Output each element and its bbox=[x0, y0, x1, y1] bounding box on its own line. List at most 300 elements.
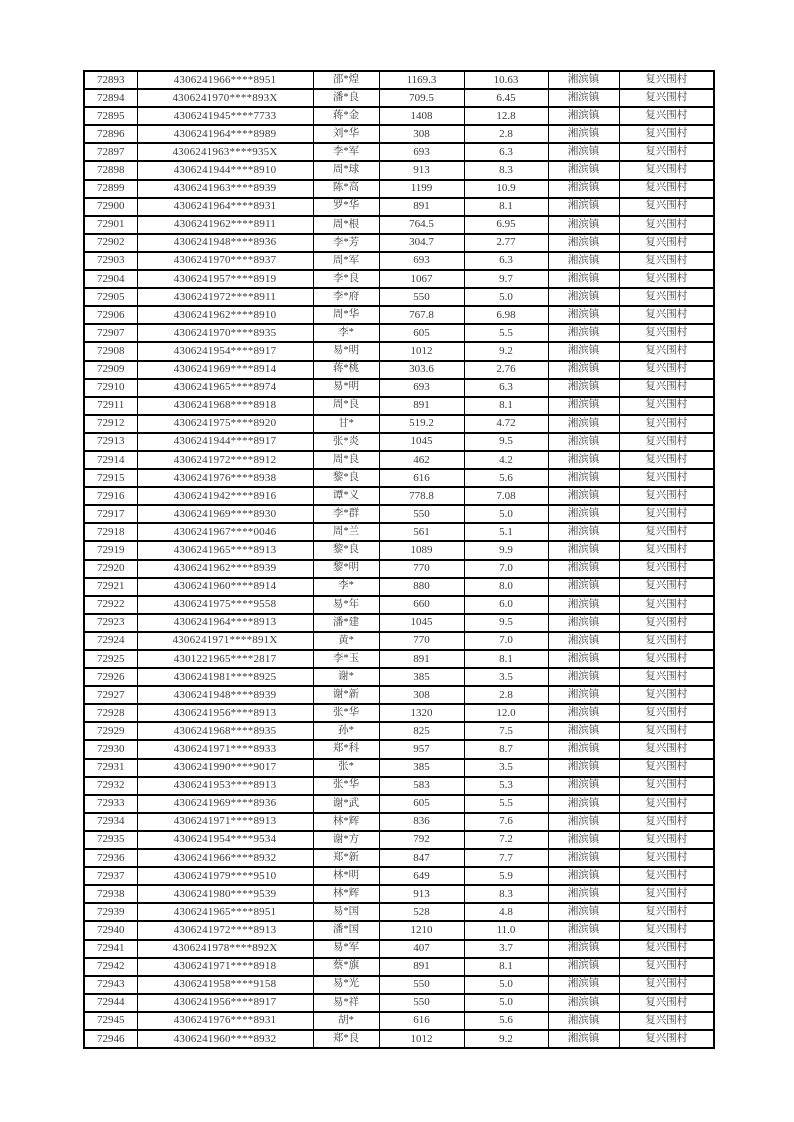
table-row bbox=[84, 1012, 714, 1030]
cell-seq: 72926 bbox=[84, 668, 137, 686]
table-row bbox=[84, 722, 714, 740]
cell-village: 复兴围村 bbox=[619, 107, 714, 125]
cell-village: 复兴围村 bbox=[619, 451, 714, 469]
cell-area: 7.08 bbox=[464, 487, 548, 505]
cell-amount: 519.2 bbox=[379, 415, 464, 433]
cell-name: 李* bbox=[313, 324, 379, 342]
cell-seq: 72916 bbox=[84, 487, 137, 505]
cell-amount: 767.8 bbox=[379, 306, 464, 324]
cell-seq: 72901 bbox=[84, 216, 137, 234]
table-row bbox=[84, 976, 714, 994]
cell-village: 复兴围村 bbox=[619, 180, 714, 198]
cell-area: 7.0 bbox=[464, 632, 548, 650]
cell-village: 复兴围村 bbox=[619, 89, 714, 107]
cell-seq: 72917 bbox=[84, 505, 137, 523]
cell-town: 湘滨镇 bbox=[548, 361, 619, 379]
cell-name: 陈*高 bbox=[313, 180, 379, 198]
cell-seq: 72912 bbox=[84, 415, 137, 433]
cell-seq: 72937 bbox=[84, 867, 137, 885]
cell-name: 谢*武 bbox=[313, 795, 379, 813]
cell-name: 蔡*旗 bbox=[313, 958, 379, 976]
cell-area: 8.3 bbox=[464, 885, 548, 903]
cell-id: 4306241972****8913 bbox=[137, 921, 313, 939]
cell-area: 8.1 bbox=[464, 958, 548, 976]
cell-name: 周*良 bbox=[313, 397, 379, 415]
cell-amount: 550 bbox=[379, 994, 464, 1012]
cell-town: 湘滨镇 bbox=[548, 885, 619, 903]
cell-seq: 72945 bbox=[84, 1012, 137, 1030]
cell-seq: 72931 bbox=[84, 759, 137, 777]
cell-name: 周*良 bbox=[313, 451, 379, 469]
table-row bbox=[84, 994, 714, 1012]
cell-town: 湘滨镇 bbox=[548, 451, 619, 469]
cell-name: 罗*华 bbox=[313, 198, 379, 216]
cell-town: 湘滨镇 bbox=[548, 686, 619, 704]
cell-name: 黎*良 bbox=[313, 469, 379, 487]
cell-amount: 605 bbox=[379, 324, 464, 342]
cell-amount: 770 bbox=[379, 560, 464, 578]
cell-name: 刘*华 bbox=[313, 125, 379, 143]
cell-amount: 913 bbox=[379, 161, 464, 179]
cell-name: 周*兰 bbox=[313, 523, 379, 541]
cell-town: 湘滨镇 bbox=[548, 71, 619, 89]
cell-area: 7.7 bbox=[464, 849, 548, 867]
cell-name: 周*华 bbox=[313, 306, 379, 324]
cell-area: 8.1 bbox=[464, 397, 548, 415]
cell-area: 5.0 bbox=[464, 976, 548, 994]
cell-name: 邵*煌 bbox=[313, 71, 379, 89]
cell-id: 4306241980****9539 bbox=[137, 885, 313, 903]
cell-id: 4306241965****8974 bbox=[137, 379, 313, 397]
cell-name: 易*年 bbox=[313, 596, 379, 614]
cell-amount: 550 bbox=[379, 288, 464, 306]
cell-amount: 847 bbox=[379, 849, 464, 867]
cell-area: 6.0 bbox=[464, 596, 548, 614]
cell-seq: 72942 bbox=[84, 958, 137, 976]
table-row bbox=[84, 216, 714, 234]
cell-area: 3.5 bbox=[464, 668, 548, 686]
cell-id: 4306241966****8951 bbox=[137, 71, 313, 89]
cell-name: 李*军 bbox=[313, 143, 379, 161]
cell-seq: 72908 bbox=[84, 342, 137, 360]
table-row bbox=[84, 704, 714, 722]
table-row bbox=[84, 415, 714, 433]
cell-name: 李* bbox=[313, 578, 379, 596]
cell-town: 湘滨镇 bbox=[548, 759, 619, 777]
cell-town: 湘滨镇 bbox=[548, 813, 619, 831]
cell-id: 4306241953****8913 bbox=[137, 777, 313, 795]
cell-area: 9.2 bbox=[464, 342, 548, 360]
cell-area: 4.8 bbox=[464, 903, 548, 921]
cell-name: 李*群 bbox=[313, 505, 379, 523]
cell-town: 湘滨镇 bbox=[548, 541, 619, 559]
cell-village: 复兴围村 bbox=[619, 270, 714, 288]
cell-id: 4306241958****9158 bbox=[137, 976, 313, 994]
cell-town: 湘滨镇 bbox=[548, 306, 619, 324]
cell-id: 4306241948****8936 bbox=[137, 234, 313, 252]
cell-area: 5.5 bbox=[464, 795, 548, 813]
cell-seq: 72920 bbox=[84, 560, 137, 578]
cell-area: 12.8 bbox=[464, 107, 548, 125]
cell-amount: 825 bbox=[379, 722, 464, 740]
cell-area: 7.2 bbox=[464, 831, 548, 849]
table-row bbox=[84, 686, 714, 704]
table-row bbox=[84, 107, 714, 125]
table-row bbox=[84, 777, 714, 795]
cell-id: 4306241969****8930 bbox=[137, 505, 313, 523]
cell-village: 复兴围村 bbox=[619, 541, 714, 559]
cell-id: 4306241948****8939 bbox=[137, 686, 313, 704]
cell-area: 6.98 bbox=[464, 306, 548, 324]
cell-village: 复兴围村 bbox=[619, 867, 714, 885]
cell-village: 复兴围村 bbox=[619, 523, 714, 541]
cell-amount: 880 bbox=[379, 578, 464, 596]
cell-village: 复兴围村 bbox=[619, 216, 714, 234]
table-row bbox=[84, 89, 714, 107]
cell-id: 4306241971****891X bbox=[137, 632, 313, 650]
cell-id: 4306241975****9558 bbox=[137, 596, 313, 614]
cell-id: 4306241970****8937 bbox=[137, 252, 313, 270]
cell-area: 5.3 bbox=[464, 777, 548, 795]
cell-id: 4306241962****8939 bbox=[137, 560, 313, 578]
table-row bbox=[84, 143, 714, 161]
cell-village: 复兴围村 bbox=[619, 813, 714, 831]
cell-area: 8.3 bbox=[464, 161, 548, 179]
table-row bbox=[84, 813, 714, 831]
cell-seq: 72928 bbox=[84, 704, 137, 722]
cell-seq: 72895 bbox=[84, 107, 137, 125]
cell-amount: 709.5 bbox=[379, 89, 464, 107]
cell-seq: 72904 bbox=[84, 270, 137, 288]
cell-id: 4306241966****8932 bbox=[137, 849, 313, 867]
cell-id: 4306241965****8913 bbox=[137, 541, 313, 559]
cell-id: 4306241975****8920 bbox=[137, 415, 313, 433]
cell-id: 4306241967****0046 bbox=[137, 523, 313, 541]
cell-seq: 72905 bbox=[84, 288, 137, 306]
cell-id: 4306241969****8936 bbox=[137, 795, 313, 813]
cell-town: 湘滨镇 bbox=[548, 1012, 619, 1030]
cell-seq: 72909 bbox=[84, 361, 137, 379]
cell-area: 6.3 bbox=[464, 143, 548, 161]
cell-amount: 1045 bbox=[379, 433, 464, 451]
cell-name: 郑*科 bbox=[313, 740, 379, 758]
cell-id: 4301221965****2817 bbox=[137, 650, 313, 668]
cell-amount: 561 bbox=[379, 523, 464, 541]
cell-seq: 72910 bbox=[84, 379, 137, 397]
cell-id: 4306241979****9510 bbox=[137, 867, 313, 885]
cell-town: 湘滨镇 bbox=[548, 668, 619, 686]
cell-id: 4306241964****8913 bbox=[137, 614, 313, 632]
cell-seq: 72923 bbox=[84, 614, 137, 632]
cell-town: 湘滨镇 bbox=[548, 180, 619, 198]
cell-name: 易*明 bbox=[313, 342, 379, 360]
cell-id: 4306241954****9534 bbox=[137, 831, 313, 849]
cell-village: 复兴围村 bbox=[619, 831, 714, 849]
cell-town: 湘滨镇 bbox=[548, 578, 619, 596]
cell-area: 7.6 bbox=[464, 813, 548, 831]
cell-amount: 891 bbox=[379, 397, 464, 415]
cell-amount: 693 bbox=[379, 379, 464, 397]
cell-seq: 72927 bbox=[84, 686, 137, 704]
cell-id: 4306241960****8914 bbox=[137, 578, 313, 596]
cell-village: 复兴围村 bbox=[619, 1030, 714, 1048]
cell-id: 4306241971****8913 bbox=[137, 813, 313, 831]
cell-seq: 72906 bbox=[84, 306, 137, 324]
cell-area: 9.5 bbox=[464, 614, 548, 632]
cell-town: 湘滨镇 bbox=[548, 397, 619, 415]
cell-amount: 1067 bbox=[379, 270, 464, 288]
table-row bbox=[84, 397, 714, 415]
cell-name: 张*华 bbox=[313, 704, 379, 722]
cell-id: 4306241963****935X bbox=[137, 143, 313, 161]
cell-town: 湘滨镇 bbox=[548, 234, 619, 252]
cell-village: 复兴围村 bbox=[619, 342, 714, 360]
cell-village: 复兴围村 bbox=[619, 921, 714, 939]
cell-town: 湘滨镇 bbox=[548, 795, 619, 813]
cell-town: 湘滨镇 bbox=[548, 288, 619, 306]
table-row bbox=[84, 469, 714, 487]
cell-village: 复兴围村 bbox=[619, 198, 714, 216]
cell-area: 10.9 bbox=[464, 180, 548, 198]
cell-seq: 72922 bbox=[84, 596, 137, 614]
cell-amount: 583 bbox=[379, 777, 464, 795]
cell-village: 复兴围村 bbox=[619, 324, 714, 342]
cell-amount: 660 bbox=[379, 596, 464, 614]
cell-amount: 770 bbox=[379, 632, 464, 650]
cell-town: 湘滨镇 bbox=[548, 777, 619, 795]
cell-seq: 72894 bbox=[84, 89, 137, 107]
cell-seq: 72914 bbox=[84, 451, 137, 469]
table-row bbox=[84, 342, 714, 360]
cell-id: 4306241972****8911 bbox=[137, 288, 313, 306]
cell-town: 湘滨镇 bbox=[548, 831, 619, 849]
table-row bbox=[84, 252, 714, 270]
cell-seq: 72900 bbox=[84, 198, 137, 216]
cell-amount: 764.5 bbox=[379, 216, 464, 234]
cell-seq: 72933 bbox=[84, 795, 137, 813]
table-row bbox=[84, 180, 714, 198]
cell-village: 复兴围村 bbox=[619, 487, 714, 505]
cell-area: 4.72 bbox=[464, 415, 548, 433]
cell-id: 4306241964****8989 bbox=[137, 125, 313, 143]
cell-id: 4306241971****8933 bbox=[137, 740, 313, 758]
cell-id: 4306241976****8931 bbox=[137, 1012, 313, 1030]
table-row bbox=[84, 668, 714, 686]
cell-village: 复兴围村 bbox=[619, 849, 714, 867]
table-row bbox=[84, 125, 714, 143]
cell-area: 9.7 bbox=[464, 270, 548, 288]
cell-name: 周*球 bbox=[313, 161, 379, 179]
cell-area: 9.9 bbox=[464, 541, 548, 559]
table-row bbox=[84, 614, 714, 632]
cell-name: 谢*新 bbox=[313, 686, 379, 704]
cell-town: 湘滨镇 bbox=[548, 469, 619, 487]
cell-amount: 550 bbox=[379, 976, 464, 994]
cell-town: 湘滨镇 bbox=[548, 161, 619, 179]
cell-town: 湘滨镇 bbox=[548, 342, 619, 360]
cell-seq: 72935 bbox=[84, 831, 137, 849]
cell-id: 4306241956****8913 bbox=[137, 704, 313, 722]
cell-village: 复兴围村 bbox=[619, 686, 714, 704]
table-row bbox=[84, 198, 714, 216]
cell-seq: 72939 bbox=[84, 903, 137, 921]
cell-village: 复兴围村 bbox=[619, 560, 714, 578]
cell-town: 湘滨镇 bbox=[548, 614, 619, 632]
cell-amount: 308 bbox=[379, 125, 464, 143]
cell-amount: 1012 bbox=[379, 1030, 464, 1048]
table-row bbox=[84, 288, 714, 306]
cell-town: 湘滨镇 bbox=[548, 379, 619, 397]
cell-seq: 72921 bbox=[84, 578, 137, 596]
cell-village: 复兴围村 bbox=[619, 759, 714, 777]
table-row bbox=[84, 632, 714, 650]
cell-amount: 308 bbox=[379, 686, 464, 704]
cell-town: 湘滨镇 bbox=[548, 415, 619, 433]
cell-village: 复兴围村 bbox=[619, 704, 714, 722]
table-row bbox=[84, 831, 714, 849]
cell-town: 湘滨镇 bbox=[548, 125, 619, 143]
cell-seq: 72911 bbox=[84, 397, 137, 415]
cell-area: 5.6 bbox=[464, 469, 548, 487]
cell-town: 湘滨镇 bbox=[548, 722, 619, 740]
cell-town: 湘滨镇 bbox=[548, 704, 619, 722]
cell-id: 4306241960****8932 bbox=[137, 1030, 313, 1048]
cell-name: 潘*国 bbox=[313, 921, 379, 939]
cell-name: 潘*良 bbox=[313, 89, 379, 107]
cell-area: 5.0 bbox=[464, 288, 548, 306]
cell-name: 蒋*桃 bbox=[313, 361, 379, 379]
cell-area: 8.0 bbox=[464, 578, 548, 596]
cell-id: 4306241968****8935 bbox=[137, 722, 313, 740]
cell-village: 复兴围村 bbox=[619, 650, 714, 668]
cell-name: 易*军 bbox=[313, 940, 379, 958]
cell-area: 8.1 bbox=[464, 650, 548, 668]
cell-area: 10.63 bbox=[464, 71, 548, 89]
cell-amount: 957 bbox=[379, 740, 464, 758]
cell-seq: 72907 bbox=[84, 324, 137, 342]
cell-id: 4306241964****8931 bbox=[137, 198, 313, 216]
cell-village: 复兴围村 bbox=[619, 885, 714, 903]
cell-id: 4306241990****9017 bbox=[137, 759, 313, 777]
cell-seq: 72930 bbox=[84, 740, 137, 758]
cell-village: 复兴围村 bbox=[619, 668, 714, 686]
cell-amount: 1320 bbox=[379, 704, 464, 722]
table-row bbox=[84, 523, 714, 541]
cell-amount: 550 bbox=[379, 505, 464, 523]
cell-town: 湘滨镇 bbox=[548, 143, 619, 161]
table-row bbox=[84, 1030, 714, 1048]
cell-town: 湘滨镇 bbox=[548, 505, 619, 523]
cell-area: 5.6 bbox=[464, 1012, 548, 1030]
table-row bbox=[84, 921, 714, 939]
table-row bbox=[84, 433, 714, 451]
cell-area: 2.76 bbox=[464, 361, 548, 379]
table-row bbox=[84, 541, 714, 559]
cell-town: 湘滨镇 bbox=[548, 958, 619, 976]
cell-seq: 72925 bbox=[84, 650, 137, 668]
cell-name: 黄* bbox=[313, 632, 379, 650]
cell-amount: 891 bbox=[379, 958, 464, 976]
cell-id: 4306241942****8916 bbox=[137, 487, 313, 505]
cell-id: 4306241978****892X bbox=[137, 940, 313, 958]
cell-seq: 72919 bbox=[84, 541, 137, 559]
cell-id: 4306241954****8917 bbox=[137, 342, 313, 360]
cell-name: 林*辉 bbox=[313, 813, 379, 831]
table-row bbox=[84, 361, 714, 379]
cell-town: 湘滨镇 bbox=[548, 867, 619, 885]
table-row bbox=[84, 505, 714, 523]
cell-area: 5.9 bbox=[464, 867, 548, 885]
cell-seq: 72932 bbox=[84, 777, 137, 795]
cell-town: 湘滨镇 bbox=[548, 487, 619, 505]
table-body bbox=[84, 71, 714, 1048]
cell-seq: 72898 bbox=[84, 161, 137, 179]
cell-name: 李*良 bbox=[313, 270, 379, 288]
cell-id: 4306241956****8917 bbox=[137, 994, 313, 1012]
cell-amount: 913 bbox=[379, 885, 464, 903]
cell-village: 复兴围村 bbox=[619, 288, 714, 306]
cell-amount: 616 bbox=[379, 469, 464, 487]
cell-id: 4306241970****8935 bbox=[137, 324, 313, 342]
table-row bbox=[84, 379, 714, 397]
table-row bbox=[84, 740, 714, 758]
cell-town: 湘滨镇 bbox=[548, 1030, 619, 1048]
cell-area: 9.5 bbox=[464, 433, 548, 451]
cell-village: 复兴围村 bbox=[619, 903, 714, 921]
cell-village: 复兴围村 bbox=[619, 596, 714, 614]
table-row bbox=[84, 867, 714, 885]
cell-id: 4306241945****7733 bbox=[137, 107, 313, 125]
cell-id: 4306241968****8918 bbox=[137, 397, 313, 415]
cell-seq: 72902 bbox=[84, 234, 137, 252]
cell-town: 湘滨镇 bbox=[548, 252, 619, 270]
cell-village: 复兴围村 bbox=[619, 632, 714, 650]
cell-village: 复兴围村 bbox=[619, 234, 714, 252]
cell-village: 复兴围村 bbox=[619, 958, 714, 976]
data-table bbox=[83, 70, 715, 1049]
cell-name: 张* bbox=[313, 759, 379, 777]
table-row bbox=[84, 849, 714, 867]
table-row bbox=[84, 451, 714, 469]
table-row bbox=[84, 885, 714, 903]
cell-name: 谢* bbox=[313, 668, 379, 686]
cell-town: 湘滨镇 bbox=[548, 976, 619, 994]
cell-name: 易*国 bbox=[313, 903, 379, 921]
table-row bbox=[84, 487, 714, 505]
table-row bbox=[84, 795, 714, 813]
cell-amount: 616 bbox=[379, 1012, 464, 1030]
cell-seq: 72903 bbox=[84, 252, 137, 270]
table-row bbox=[84, 71, 714, 89]
cell-amount: 792 bbox=[379, 831, 464, 849]
cell-village: 复兴围村 bbox=[619, 433, 714, 451]
cell-area: 6.3 bbox=[464, 252, 548, 270]
cell-village: 复兴围村 bbox=[619, 415, 714, 433]
cell-amount: 385 bbox=[379, 759, 464, 777]
cell-amount: 891 bbox=[379, 198, 464, 216]
cell-id: 4306241970****893X bbox=[137, 89, 313, 107]
cell-name: 周*根 bbox=[313, 216, 379, 234]
cell-town: 湘滨镇 bbox=[548, 903, 619, 921]
cell-town: 湘滨镇 bbox=[548, 270, 619, 288]
cell-area: 6.3 bbox=[464, 379, 548, 397]
cell-town: 湘滨镇 bbox=[548, 994, 619, 1012]
cell-area: 8.7 bbox=[464, 740, 548, 758]
cell-amount: 605 bbox=[379, 795, 464, 813]
cell-id: 4306241962****8910 bbox=[137, 306, 313, 324]
cell-village: 复兴围村 bbox=[619, 795, 714, 813]
cell-town: 湘滨镇 bbox=[548, 198, 619, 216]
